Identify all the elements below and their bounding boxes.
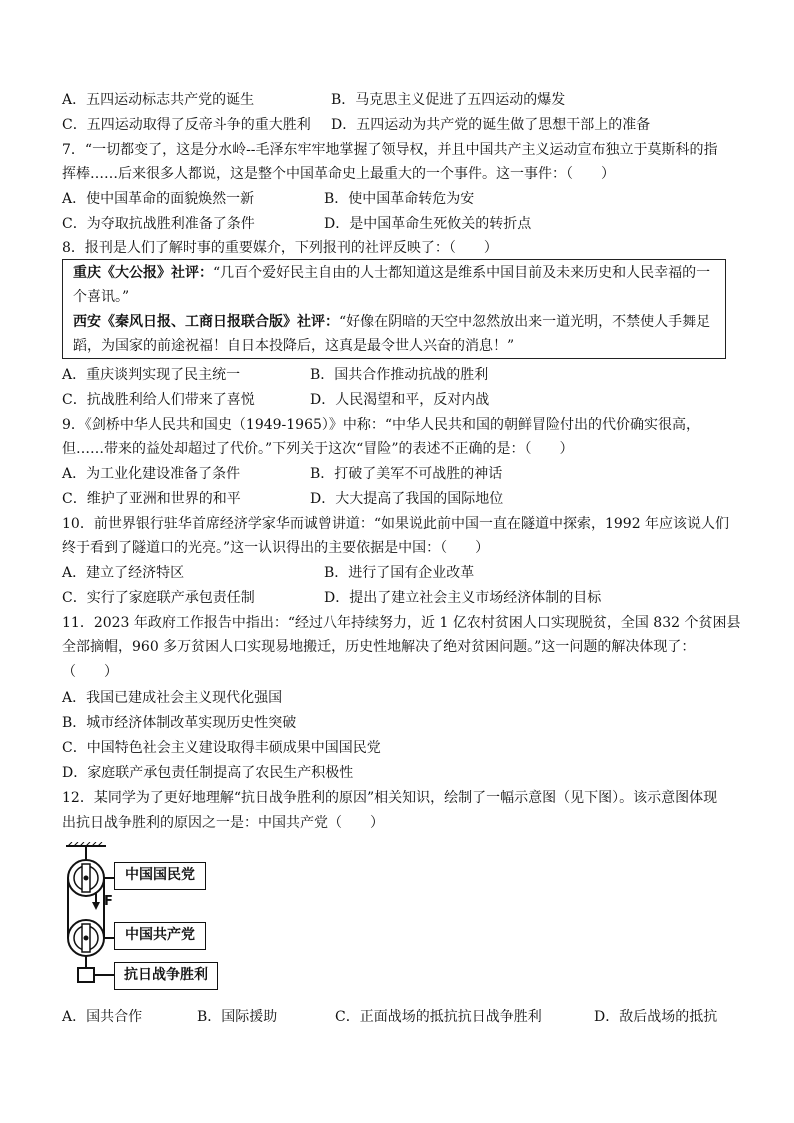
q12-option-a: A．国共合作 [62, 1009, 143, 1025]
diagram-label-victory: 抗日战争胜利 [114, 962, 218, 990]
q7-stem-line2: 挥棒……后来很多人都说，这是整个中国革命史上最重大的一个事件。这一事件：（ ） [62, 166, 615, 182]
q6-option-a: A．五四运动标志共产党的诞生 [62, 92, 255, 108]
q6-option-d: D．五四运动为共产党的诞生做了思想干部上的准备 [331, 117, 651, 133]
q9-stem-line1: 9．《剑桥中华人民共和国史（1949-1965）》中称：“中华人民共和国的朝鲜冒险付出的代价确实很高， [62, 417, 701, 433]
q7-stem-line1: 7．“一切都变了，这是分水岭--毛泽东牢牢地掌握了领导权，并且中国共产主义运动宣布独立于莫斯科的指 [62, 142, 718, 158]
q9-stem-line2: 但……带来的益处却超过了代价。”下列关于这次“冒险”的表述不正确的是：（ ） [62, 441, 574, 457]
q8-quote2-line1 [73, 312, 710, 332]
q12-stem-line1: 12．某同学为了更好地理解“抗日战争胜利的原因”相关知识，绘制了一幅示意图（见下图）。该示意图体现 [62, 790, 718, 806]
q8-quote2-source: 西安《秦风日报、工商日报联合版》社评： [73, 314, 339, 330]
q8-option-a: A．重庆谈判实现了民主统一 [62, 367, 241, 383]
q8-option-d: D．人民渴望和平，反对内战 [310, 392, 490, 408]
q9-option-a: A．为工业化建设准备了条件 [62, 466, 241, 482]
q7-option-d: D．是中国革命生死攸关的转折点 [324, 216, 532, 232]
q7-option-b: B．使中国革命转危为安 [324, 191, 475, 207]
q11-stem-line3: （ ） [62, 664, 118, 680]
q8-quote1-source: 重庆《大公报》社评： [73, 265, 213, 281]
q10-option-a: A．建立了经济特区 [62, 565, 185, 581]
q8-quote2-line2: 蹈，为国家的前途祝福！自日本投降后，这真是最令世人兴奋的消息！” [73, 338, 515, 354]
q10-option-d: D．提出了建立社会主义市场经济体制的目标 [324, 590, 602, 606]
q8-stem: 8．报刊是人们了解时事的重要媒介，下列报刊的社评反映了：（ ） [62, 240, 498, 256]
q9-option-c: C．维护了亚洲和世界的和平 [62, 491, 241, 507]
q9-option-b: B．打破了美军不可战胜的神话 [310, 466, 503, 482]
q10-option-c: C．实行了家庭联产承包责任制 [62, 590, 255, 606]
q6-option-b: B．马克思主义促进了五四运动的爆发 [331, 92, 566, 108]
q11-option-d: D．家庭联产承包责任制提高了农民生产积极性 [62, 765, 354, 781]
diagram-label-cpc: 中国共产党 [114, 922, 206, 950]
q8-option-c: C．抗战胜利给人们带来了喜悦 [62, 392, 255, 408]
q8-quote1-text: “几百个爱好民主自由的人士都知道这是维系中国目前及未来历史和人民幸福的一 [213, 265, 711, 281]
q12-option-b: B．国际援助 [197, 1009, 278, 1025]
q8-option-b: B．国共合作推动抗战的胜利 [310, 367, 489, 383]
q8-quote1-line2: 个喜讯。” [73, 289, 130, 305]
q10-stem-line1: 10．前世界银行驻华首席经济学家华而诚曾讲道：“如果说此前中国一直在隧道中探索，1992 年应该说人们 [62, 516, 730, 532]
q10-option-b: B．进行了国有企业改革 [324, 565, 475, 581]
q7-option-a: A．使中国革命的面貌焕然一新 [62, 191, 255, 207]
q7-option-c: C．为夺取抗战胜利准备了条件 [62, 216, 255, 232]
q11-stem-line2: 全部摘帽，960 多万贫困人口实现易地搬迁，历史性地解决了绝对贫困问题。”这一问题的解决体现了： [62, 639, 696, 655]
q10-stem-line2: 终于看到了隧道口的光亮。”这一认识得出的主要依据是中国：（ ） [62, 540, 490, 556]
diagram-label-kmt: 中国国民党 [114, 862, 206, 890]
q11-option-b: B．城市经济体制改革实现历史性突破 [62, 715, 297, 731]
q6-option-c: C．五四运动取得了反帝斗争的重大胜利 [62, 117, 311, 133]
q11-stem-line1: 11．2023 年政府工作报告中指出：“经过八年持续努力，近 1 亿农村贫困人口实现脱贫，全国 832 个贫困县 [62, 615, 741, 631]
q8-quote1-line1 [73, 263, 710, 283]
q12-option-c: C．正面战场的抵抗抗日战争胜利 [335, 1009, 542, 1025]
q8-quote-box [62, 259, 726, 359]
q8-quote2-text: “好像在阴暗的天空中忽然放出来一道光明，不禁使人手舞足 [339, 314, 711, 330]
q12-option-d: D．敌后战场的抵抗 [594, 1009, 718, 1025]
diagram-force-label: F [104, 894, 113, 909]
q12-stem-line2: 出抗日战争胜利的原因之一是：中国共产党（ ） [62, 815, 384, 831]
q11-option-c: C．中国特色社会主义建设取得丰硕成果中国国民党 [62, 740, 381, 756]
q9-option-d: D．大大提高了我国的国际地位 [310, 491, 504, 507]
q11-option-a: A．我国已建成社会主义现代化强国 [62, 690, 283, 706]
